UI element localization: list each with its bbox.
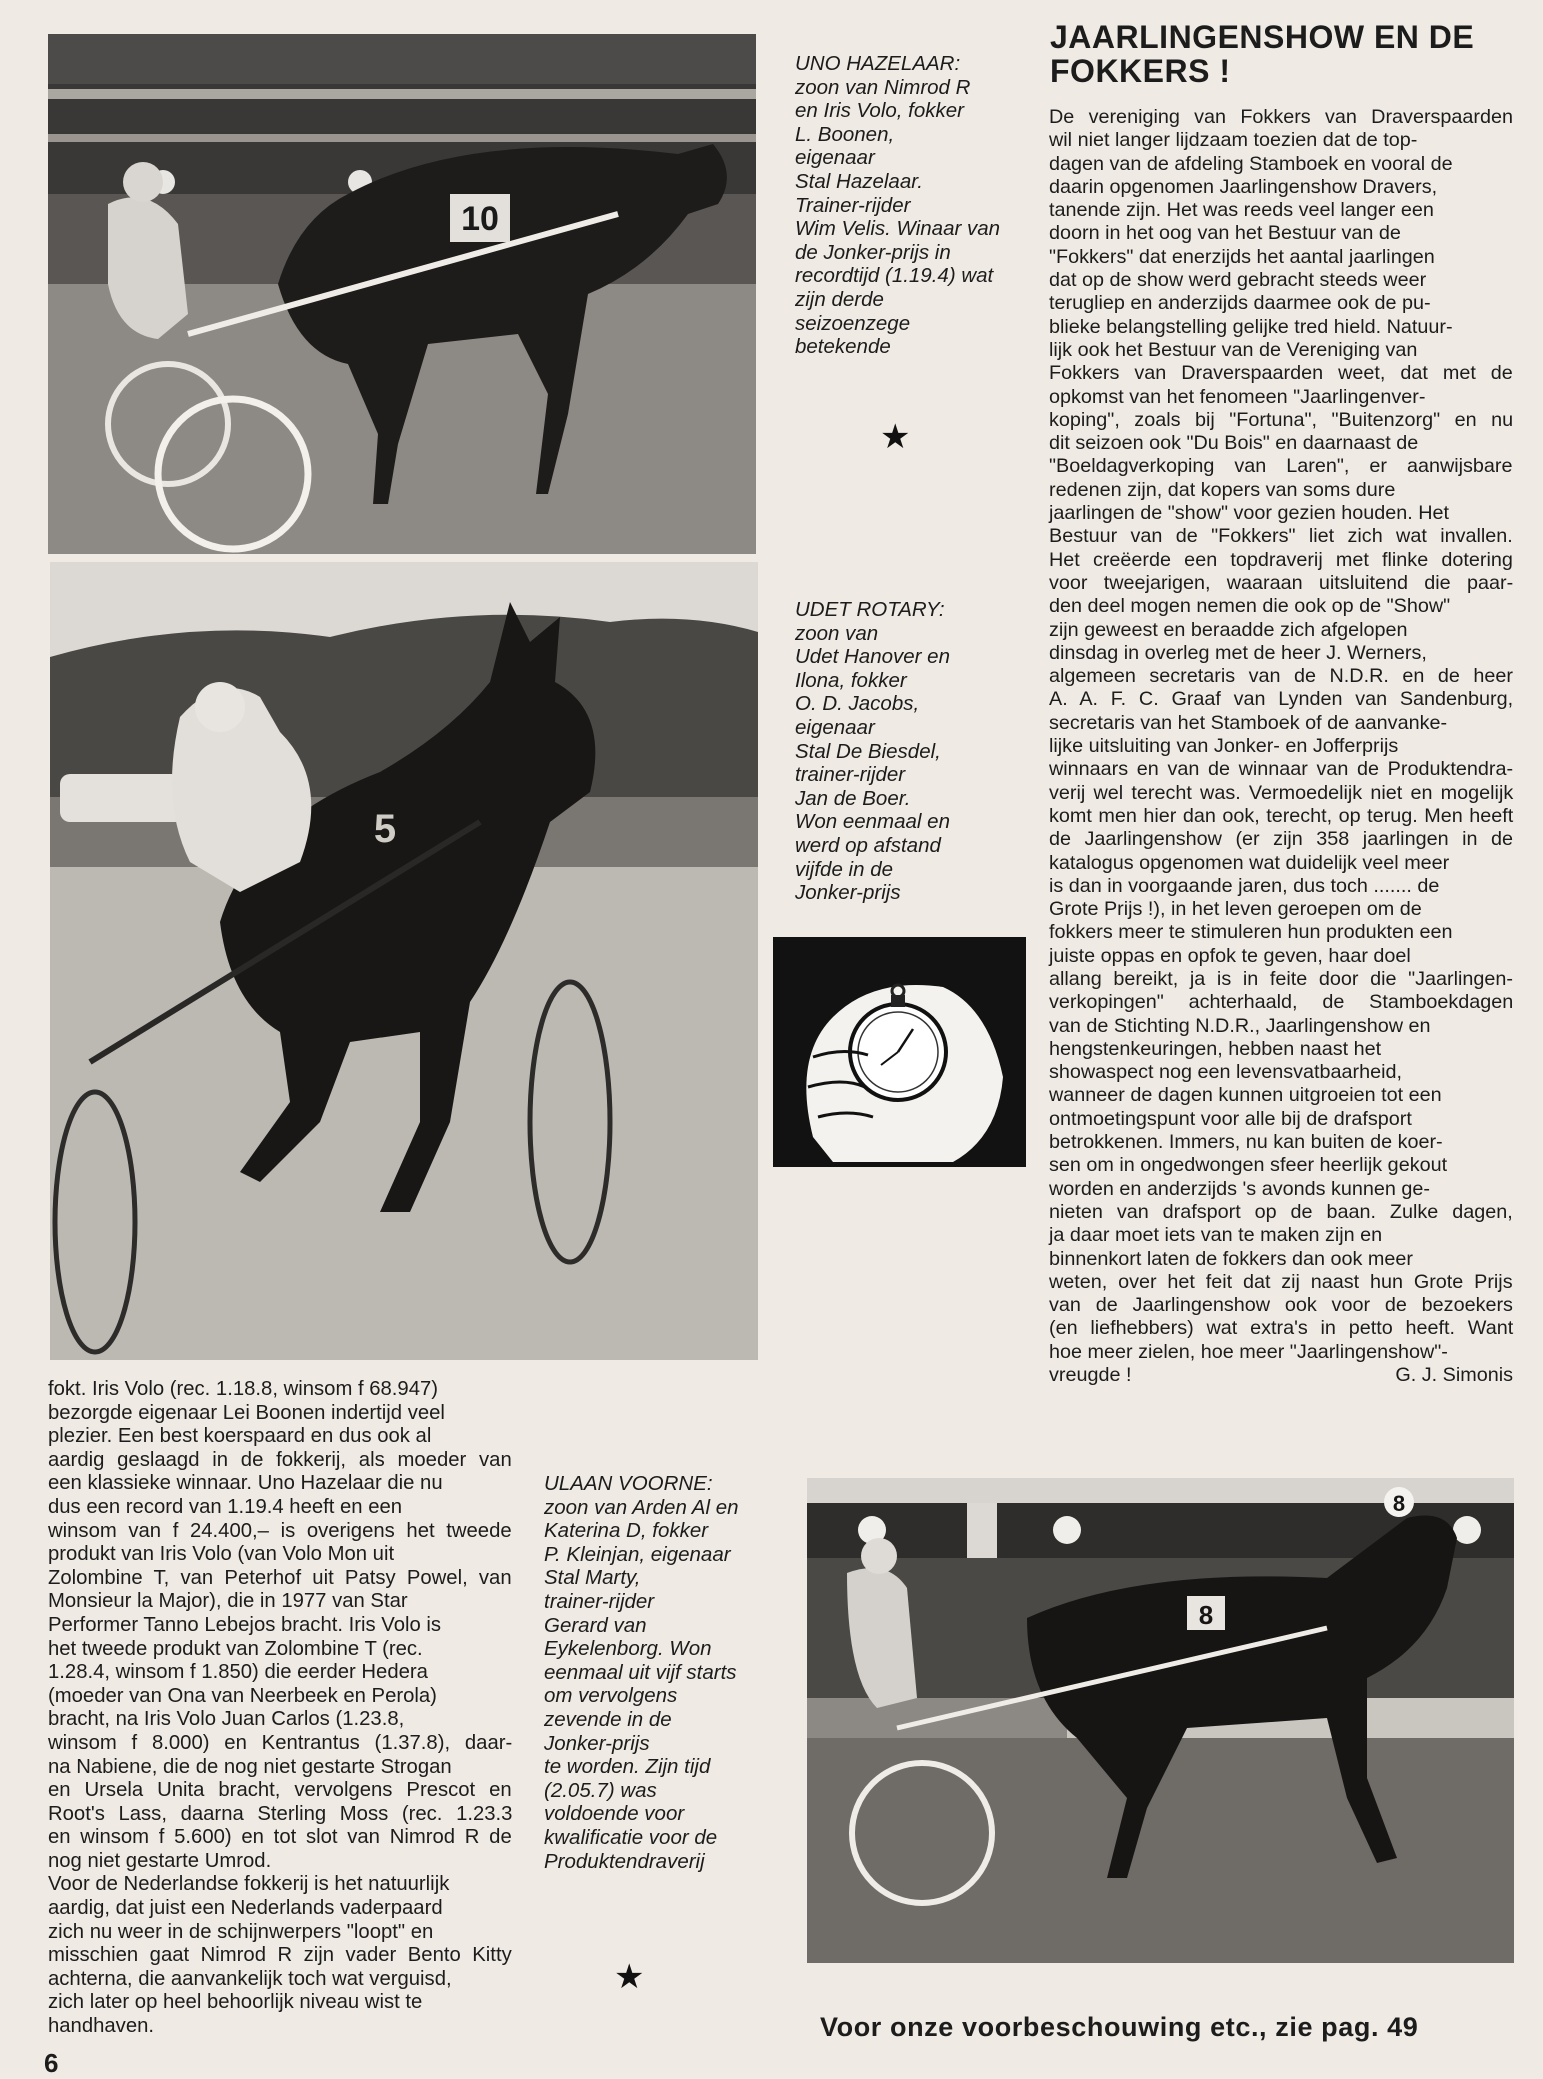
text-line: doorn in het oog van het Bestuur van de	[1049, 222, 1401, 245]
text-line: Root's Lass, daarna Sterling Moss (rec. 1.23.3	[48, 1802, 513, 1825]
text-line: ja daar moet iets van te maken zijn en	[1049, 1224, 1383, 1247]
photo-udet-rotary	[50, 562, 758, 1360]
caption-line: UNO HAZELAAR:	[795, 52, 961, 75]
text-line: het tweede produkt van Zolombine T (rec.	[48, 1637, 423, 1660]
text-line: van de Jaarlingenshow ook voor de bezoekers	[1049, 1294, 1513, 1317]
text-line: winsom van f 24.400,– is overigens het tweede	[48, 1519, 512, 1542]
text-line: bezorgde eigenaar Lei Boonen indertijd veel	[48, 1401, 445, 1424]
text-line: plezier. Een best koerspaard en dus ook al	[48, 1425, 432, 1448]
article-headline	[1050, 20, 1530, 88]
caption-line: eigenaar	[795, 146, 875, 170]
caption-line: Udet Hanover en	[795, 645, 950, 669]
caption-line: seizoenzege	[795, 311, 911, 335]
text-line: winsom f 8.000) en Kentrantus (1.37.8), daar-	[48, 1731, 513, 1754]
caption-line: eigenaar	[795, 715, 875, 739]
text-line: showaspect nog een levensvatbaarheid,	[1049, 1061, 1403, 1084]
text-line: zich nu weer in de schijnwerpers "loopt" en	[48, 1920, 434, 1943]
text-line: misschien gaat Nimrod R zijn vader Bento Kitty	[48, 1944, 512, 1967]
photo2-saddlecloth-number: 5	[373, 807, 397, 851]
text-line: binnenkort laten de fokkers dan ook meer	[1049, 1247, 1413, 1270]
headline-line-2: FOKKERS !	[1050, 53, 1231, 89]
text-line: Zolombine T, van Peterhof uit Patsy Powel, van	[48, 1566, 512, 1589]
article-signature: G. J. Simonis	[1395, 1364, 1513, 1387]
text-line: lijke uitsluiting van Jonker- en Jofferprijs	[1049, 735, 1399, 758]
caption-line: Jan de Boer.	[795, 786, 911, 810]
text-line: verkopingen" achterhaald, de Stamboekdagen	[1049, 991, 1514, 1014]
headline-line-1: JAARLINGENSHOW EN DE	[1050, 19, 1475, 55]
photo3-saddlecloth-number: 8	[1198, 1600, 1214, 1630]
text-line: lijk ook het Bestuur van de Vereniging van	[1049, 338, 1418, 361]
text-line: en winsom f 5.600) en tot slot van Nimrod R de	[48, 1826, 512, 1849]
text-line: een klassieke winnaar. Uno Hazelaar die nu	[48, 1472, 443, 1495]
text-line: komt men hier dan ook, terecht, op terug. Men heeft	[1049, 804, 1514, 827]
text-line: zich later op heel behoorlijk niveau wist te	[48, 1991, 423, 2014]
stopwatch-illustration	[773, 937, 1026, 1167]
star-separator: ★	[880, 418, 911, 456]
caption-line: Wim Velis. Winaar van	[795, 217, 1001, 241]
text-line: en Ursela Unita bracht, vervolgens Prescot en	[48, 1779, 512, 1802]
text-line: katalogus opgenomen wat duidelijk veel meer	[1049, 851, 1450, 874]
caption-line: Won eenmaal en	[795, 810, 950, 834]
caption-line: Stal Hazelaar.	[795, 169, 923, 193]
photo1-saddlecloth-number: 10	[461, 200, 499, 238]
text-line: Het creëerde een topdraverij met flinke dotering	[1049, 548, 1513, 571]
text-line: den deel mogen nemen die ook op de "Show"	[1049, 595, 1451, 618]
caption-line: trainer-rijder	[795, 763, 906, 787]
text-line: bracht, na Iris Volo Juan Carlos (1.23.8,	[48, 1708, 405, 1731]
caption-line: Stal Marty,	[544, 1566, 641, 1590]
caption-line: Produktendraverij	[544, 1849, 705, 1873]
caption-line: Jonker-prijs	[795, 881, 901, 905]
caption-line: zoon van Arden Al en	[544, 1495, 739, 1519]
text-line: redenen zijn, dat kopers van soms dure	[1049, 478, 1396, 501]
caption-line: werd op afstand	[795, 833, 941, 857]
text-line: (moeder van Ona van Neerbeek en Perola)	[48, 1684, 437, 1707]
text-line: juiste oppas en opfok te geven, haar doel	[1049, 944, 1411, 967]
text-line: blieke belangstelling gelijke tred hield. Natuur-	[1049, 315, 1453, 338]
text-line: vreugde !	[1049, 1364, 1132, 1387]
caption-line: ULAAN VOORNE:	[544, 1472, 713, 1495]
text-line: na Nabiene, die de nog niet gestarte Strogan	[48, 1755, 452, 1778]
caption-line: kwalificatie voor de	[544, 1825, 718, 1849]
text-line: dit seizoen ook "Du Bois" en daarnaast de	[1049, 432, 1419, 455]
text-line: Voor de Nederlandse fokkerij is het natuurlijk	[48, 1873, 450, 1896]
text-line: dus een record van 1.19.4 heeft en een	[48, 1495, 403, 1518]
caption-ulaan-voorne	[544, 1472, 784, 1873]
caption-udet-rotary	[795, 598, 1025, 905]
caption-line: en Iris Volo, fokker	[795, 99, 965, 123]
text-line: Fokkers van Draverspaarden weet, dat met de	[1049, 362, 1513, 385]
article-lines-left	[48, 1378, 512, 2039]
star-separator-bottom: ★	[614, 1958, 645, 1996]
text-line: ontmoetingspunt voor alle bij de drafsport	[1049, 1107, 1412, 1130]
text-line: zijn geweest en beraadde zich afgelopen	[1049, 618, 1408, 641]
article-lines-right	[1049, 106, 1513, 1387]
text-line: "Fokkers" dat enerzijds het aantal jaarlingen	[1049, 245, 1435, 268]
text-line: wanneer de dagen kunnen uitgroeien tot een	[1049, 1084, 1442, 1107]
caption-line: voldoende voor	[544, 1802, 685, 1826]
caption-line: betekende	[795, 335, 891, 359]
caption-line: P. Kleinjan, eigenaar	[544, 1542, 731, 1566]
text-line: "Boeldagverkoping van Laren", er aanwijsbare	[1049, 455, 1513, 478]
text-line: 1.28.4, winsom f 1.850) die eerder Hedera	[48, 1661, 428, 1684]
text-line: opkomst van het fenomeen "Jaarlingenver-	[1049, 385, 1426, 408]
caption-line: Jonker-prijs	[544, 1731, 650, 1755]
text-line: hoe meer zielen, hoe meer "Jaarlingenshow"-	[1049, 1340, 1448, 1363]
text-line: De vereniging van Fokkers van Draverspaarden	[1049, 106, 1514, 128]
text-line: algemeen secretaris van de N.D.R. en de heer	[1049, 665, 1513, 688]
text-line: jaarlingen de "show" voor gezien houden. Het	[1049, 502, 1450, 525]
text-line: terugliep en anderzijds daarmee ook de pu-	[1049, 292, 1431, 315]
text-line: produkt van Iris Volo (van Volo Mon uit	[48, 1543, 395, 1566]
text-line: achterna, die aanvankelijk toch wat verguisd,	[48, 1967, 452, 1990]
text-line: (en liefhebbers) wat extra's in petto heeft. Want	[1049, 1317, 1514, 1340]
text-line: A. A. F. C. Graaf van Lynden van Sandenburg,	[1049, 688, 1514, 711]
text-line: wil niet langer lijdzaam toezien dat de top-	[1049, 129, 1418, 152]
text-line: hengstenkeuringen, hebben naast het	[1049, 1037, 1382, 1060]
caption-line: UDET ROTARY:	[795, 598, 945, 621]
photo-ulaan-voorne	[807, 1478, 1514, 1963]
text-line: van de Stichting N.D.R., Jaarlingenshow en	[1049, 1014, 1431, 1037]
text-line: betrokkenen. Immers, nu kan buiten de koer-	[1049, 1131, 1443, 1154]
text-line: dat op de show werd gebracht steeds weer	[1049, 269, 1427, 292]
caption-line: recordtijd (1.19.4) wat	[795, 264, 994, 288]
text-line: de Jaarlingenshow (er zijn 358 jaarlingen in de	[1049, 828, 1513, 851]
caption-line: eenmaal uit vijf starts	[544, 1660, 737, 1684]
text-line: is dan in voorgaande jaren, dus toch ....... de	[1049, 874, 1440, 897]
text-line: Monsieur la Major), die in 1977 van Star	[48, 1590, 408, 1613]
text-line: Performer Tanno Lebejos bracht. Iris Volo is	[48, 1613, 442, 1636]
text-line: daarin opgenomen Jaarlingenshow Dravers,	[1049, 175, 1438, 198]
caption-line: O. D. Jacobs,	[795, 692, 920, 716]
text-line: secretaris van het Stamboek of de aanvanke-	[1049, 711, 1448, 734]
page-number: 6	[44, 2048, 59, 2078]
caption-line: Katerina D, fokker	[544, 1519, 709, 1543]
footer-reference: Voor onze voorbeschouwing etc., zie pag. 49	[820, 2012, 1419, 2042]
caption-line: de Jonker-prijs in	[795, 240, 951, 264]
caption-line: om vervolgens	[544, 1684, 678, 1708]
caption-line: te worden. Zijn tijd	[544, 1755, 711, 1779]
caption-line: zijn derde	[795, 287, 884, 311]
text-line: handhaven.	[48, 2015, 155, 2038]
caption-line: (2.05.7) was	[544, 1778, 657, 1802]
caption-line: Gerard van	[544, 1613, 647, 1637]
caption-line: Stal De Biesdel,	[795, 739, 941, 763]
caption-line: Eykelenborg. Won	[544, 1637, 712, 1661]
photo3-head-number: 8	[1392, 1491, 1406, 1516]
text-line: weten, over het feit dat zij naast hun Grote Prijs	[1049, 1270, 1513, 1293]
text-line: voor tweejarigen, waaraan uitsluitend die paar-	[1049, 571, 1514, 594]
text-line: verij wel terecht was. Vermoedelijk niet en mogelijk	[1049, 781, 1514, 804]
caption-line: Ilona, fokker	[795, 668, 907, 692]
caption-uno-hazelaar	[795, 52, 1025, 359]
text-line: sen om in ongedwongen sfeer heerlijk gekout	[1049, 1154, 1448, 1177]
text-line: dinsdag in overleg met de heer J. Werners,	[1049, 641, 1427, 664]
text-line: worden en anderzijds 's avonds kunnen ge-	[1049, 1177, 1430, 1200]
text-line: aardig geslaagd in de fokkerij, als moeder van	[48, 1448, 512, 1471]
caption-line: vijfde in de	[795, 857, 894, 881]
text-line: dagen van de afdeling Stamboek en vooral de	[1049, 152, 1453, 175]
photo-uno-hazelaar	[48, 34, 756, 554]
caption-line: L. Boonen,	[795, 122, 895, 146]
text-line: koping", zoals bij "Fortuna", "Buitenzorg" en nu	[1049, 408, 1514, 431]
text-line: winnaars en van de winnaar van de Produktendra-	[1049, 758, 1514, 781]
text-line: fokt. Iris Volo (rec. 1.18.8, winsom f 68.947)	[48, 1378, 439, 1400]
caption-line: Trainer-rijder	[795, 193, 911, 217]
text-line: Grote Prijs !), in het leven geroepen om de	[1049, 898, 1422, 921]
text-line: tanende zijn. Het was reeds veel langer een	[1049, 199, 1434, 222]
caption-line: zevende in de	[544, 1707, 672, 1731]
text-line: nieten van drafsport op de baan. Zulke dagen,	[1049, 1200, 1513, 1223]
caption-line: trainer-rijder	[544, 1589, 655, 1613]
text-line: Bestuur van de "Fokkers" liet zich wat invallen.	[1049, 525, 1513, 548]
caption-line: zoon van	[795, 621, 879, 645]
article-body-left	[48, 1378, 512, 2039]
article-body-right	[1049, 106, 1513, 1388]
text-line: fokkers meer te stimuleren hun produkten een	[1049, 921, 1453, 944]
caption-line: zoon van Nimrod R	[795, 75, 971, 99]
text-line: aardig, dat juist een Nederlands vaderpaard	[48, 1897, 443, 1920]
text-line: allang bereikt, ja is in feite door die "Jaarlingen-	[1049, 967, 1514, 990]
text-line: nog niet gestarte Umrod.	[48, 1849, 272, 1872]
